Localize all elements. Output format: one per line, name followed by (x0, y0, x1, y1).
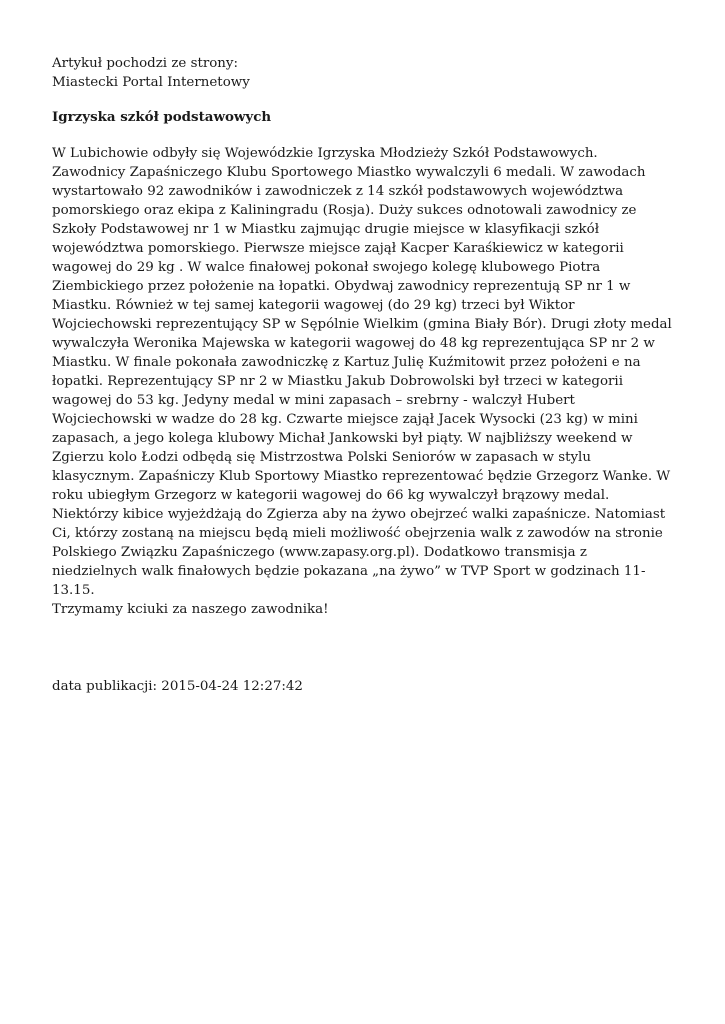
source-portal-name: Miastecki Portal Internetowy (52, 75, 250, 90)
article-closing-line: Trzymamy kciuki za naszego zawodnika! (52, 602, 329, 617)
article-page (52, 54, 672, 696)
article-title: Igrzyska szkół podstawowych (52, 109, 272, 125)
publication-date: data publikacji: 2015-04-24 12:27:42 (52, 679, 303, 694)
article-body (52, 144, 672, 619)
source-line-label: Artykuł pochodzi ze strony: (52, 56, 238, 71)
source-info (52, 54, 672, 92)
article-paragraph: W Lubichowie odbyły się Wojewódzkie Igrzyska Młodzieży Szkół Podstawowych. Zawodnicy Zapaśniczego Klubu Sportowego Miastko wywalczyli 6 medali. W zawodach wystartowało 92 zawodników i zawodniczek z 14 szkół podstawowych województwa pomorskiego oraz ekipa z Kaliningradu (Rosja). Duży sukces odnotowali zawodnicy ze Szkoły Podstawowej nr 1 w Miastku zajmując drugie miejsce w klasyfikacji szkół województwa pomorskiego. Pierwsze miejsce zajął Kacper Karaśkiewicz w kategorii wagowej do 29 kg . W walce finałowej pokonał swojego kolegę klubowego Piotra Ziembickiego przez położenie na łopatki. Obydwaj zawodnicy reprezentują SP nr 1 w Miastku. Również w tej samej kategorii wagowej (do 29 kg) trzeci był Wiktor Wojciechowski reprezentujący SP w Sępólnie Wielkim (gmina Biały Bór). Drugi złoty medal wywalczyła Weronika Majewska w kategorii wagowej do 48 kg reprezentująca SP nr 2 w Miastku. W finale pokonała zawodniczkę z Kartuz Julię Kuźmitowit przez położeni e na łopatki. Reprezentujący SP nr 2 w Miastku Jakub Dobrowolski był trzeci w kategorii wagowej do 53 kg. Jedyny medal w mini zapasach – srebrny - walczył Hubert Wojciechowski w wadze do 28 kg. Czwarte miejsce zajął Jacek Wysocki (23 kg) w mini zapasach, a jego kolega klubowy Michał Jankowski był piąty. W najbliższy weekend w Zgierzu kolo Łodzi odbędą się Mistrzostwa Polski Seniorów w zapasach w stylu klasycznym. Zapaśniczy Klub Sportowy Miastko reprezentować będzie Grzegorz Wanke. W roku ubiegłym Grzegorz w kategorii wagowej do 66 kg wywalczył brązowy medal. Niektórzy kibice wyjeżdżają do Zgierza aby na żywo obejrzeć walki zapaśnicze. Natomiast Ci, którzy zostaną na miejscu będą mieli możliwość obejrzenia walk z zawodów na stronie Polskiego Związku Zapaśniczego (www.zapasy.org.pl). Dodatkowo transmisja z niedzielnych walk finałowych będzie pokazana „na żywo” w TVP Sport w godzinach 11-13.15. (52, 146, 672, 598)
